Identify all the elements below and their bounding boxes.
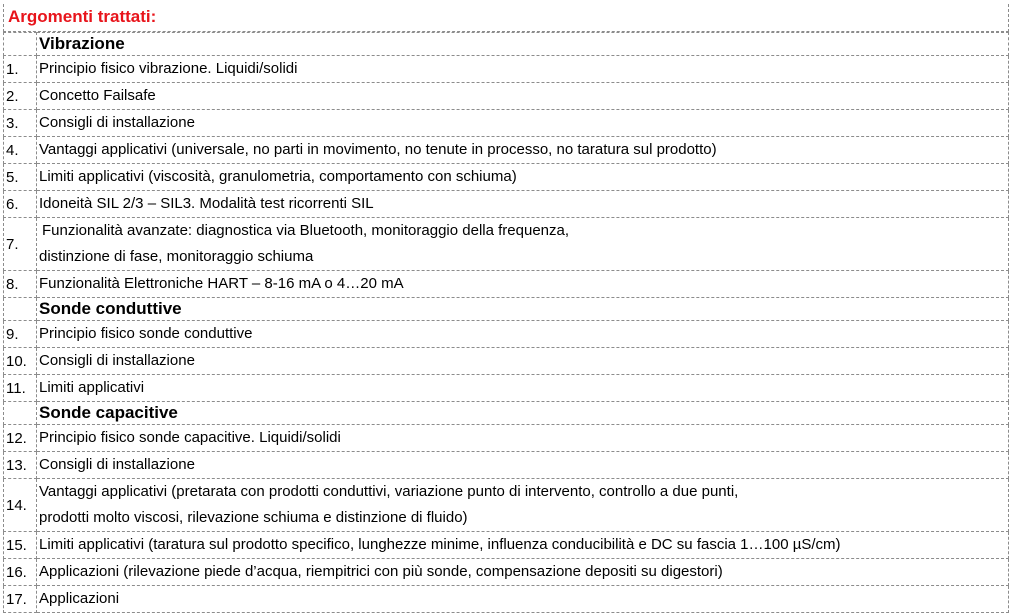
table-row (4, 559, 1009, 586)
item-text: Concetto Failsafe (39, 87, 156, 104)
item-text: Consigli di installazione (39, 352, 195, 369)
item-number: 5. (4, 164, 37, 191)
item-text-cell (37, 56, 1009, 83)
item-text-cell (37, 586, 1009, 613)
table-row (4, 452, 1009, 479)
item-number: 9. (4, 321, 37, 348)
item-number: 1. (4, 56, 37, 83)
item-number: 10. (4, 348, 37, 375)
section-header-row (4, 402, 1009, 425)
section-header-row (4, 298, 1009, 321)
item-text-cell (37, 532, 1009, 559)
item-number: 13. (4, 452, 37, 479)
item-text-cell (37, 321, 1009, 348)
item-text: Vantaggi applicativi (pretarata con prodotti conduttivi, variazione punto di intervento, controllo a due punti, (39, 483, 739, 500)
table-row (4, 532, 1009, 559)
item-number: 16. (4, 559, 37, 586)
topics-sheet (3, 4, 1009, 613)
item-number: 8. (4, 271, 37, 298)
section-heading: Sonde conduttive (37, 298, 1009, 321)
item-text-cell (37, 559, 1009, 586)
item-text: Funzionalità avanzate: diagnostica via Bluetooth, monitoraggio della frequenza, (42, 222, 570, 239)
item-text: Principio fisico sonde conduttive (39, 325, 253, 342)
item-number: 3. (4, 110, 37, 137)
item-number: 17. (4, 586, 37, 613)
empty-cell (4, 402, 37, 425)
sheet-title: Argomenti trattati: (3, 4, 1009, 32)
table-row (4, 137, 1009, 164)
table-row (4, 191, 1009, 218)
item-text: Consigli di installazione (39, 456, 195, 473)
empty-cell (4, 33, 37, 56)
item-text-cell (37, 479, 1009, 532)
item-text: Funzionalità Elettroniche HART – 8-16 mA o 4…20 mA (39, 275, 404, 292)
item-number: 15. (4, 532, 37, 559)
item-text: Principio fisico sonde capacitive. Liquidi/solidi (39, 429, 341, 446)
item-number: 7. (4, 218, 37, 271)
item-text: Principio fisico vibrazione. Liquidi/solidi (39, 60, 298, 77)
item-number: 2. (4, 83, 37, 110)
item-text-cell (37, 218, 1009, 271)
item-text: Limiti applicativi (taratura sul prodotto specifico, lunghezze minime, influenza conducibilità e DC su fascia 1…100 µS/cm) (39, 536, 841, 553)
item-text-cell (37, 375, 1009, 402)
item-text-cell (37, 83, 1009, 110)
item-text-cell (37, 191, 1009, 218)
item-text-cell (37, 425, 1009, 452)
topics-table (3, 32, 1009, 613)
item-number: 11. (4, 375, 37, 402)
table-row (4, 218, 1009, 271)
item-text: Consigli di installazione (39, 114, 195, 131)
table-row (4, 110, 1009, 137)
item-text-cell (37, 452, 1009, 479)
item-text-cell (37, 348, 1009, 375)
item-text: prodotti molto viscosi, rilevazione schiuma e distinzione di fluido) (39, 509, 468, 526)
item-text: Idoneità SIL 2/3 – SIL3. Modalità test ricorrenti SIL (39, 195, 374, 212)
table-row (4, 479, 1009, 532)
table-row (4, 586, 1009, 613)
table-row (4, 271, 1009, 298)
table-row (4, 56, 1009, 83)
table-row (4, 375, 1009, 402)
item-text-cell (37, 271, 1009, 298)
item-text-cell (37, 164, 1009, 191)
item-text: Applicazioni (39, 590, 120, 607)
item-number: 12. (4, 425, 37, 452)
item-text: Applicazioni (rilevazione piede d’acqua, riempitrici con più sonde, compensazione depositi su digestori) (39, 563, 723, 580)
item-text: Limiti applicativi (39, 379, 145, 396)
item-text: distinzione di fase, monitoraggio schiuma (39, 248, 314, 265)
section-heading: Vibrazione (37, 33, 1009, 56)
item-number: 6. (4, 191, 37, 218)
section-heading: Sonde capacitive (37, 402, 1009, 425)
table-row (4, 425, 1009, 452)
item-number: 14. (4, 479, 37, 532)
section-header-row (4, 33, 1009, 56)
table-row (4, 164, 1009, 191)
item-text: Vantaggi applicativi (universale, no parti in movimento, no tenute in processo, no taratura sul prodotto) (39, 141, 717, 158)
topics-table-body (4, 33, 1009, 613)
empty-cell (4, 298, 37, 321)
table-row (4, 321, 1009, 348)
table-row (4, 348, 1009, 375)
item-text-cell (37, 137, 1009, 164)
item-number: 4. (4, 137, 37, 164)
table-row (4, 83, 1009, 110)
item-text: Limiti applicativi (viscosità, granulometria, comportamento con schiuma) (39, 168, 517, 185)
item-text-cell (37, 110, 1009, 137)
